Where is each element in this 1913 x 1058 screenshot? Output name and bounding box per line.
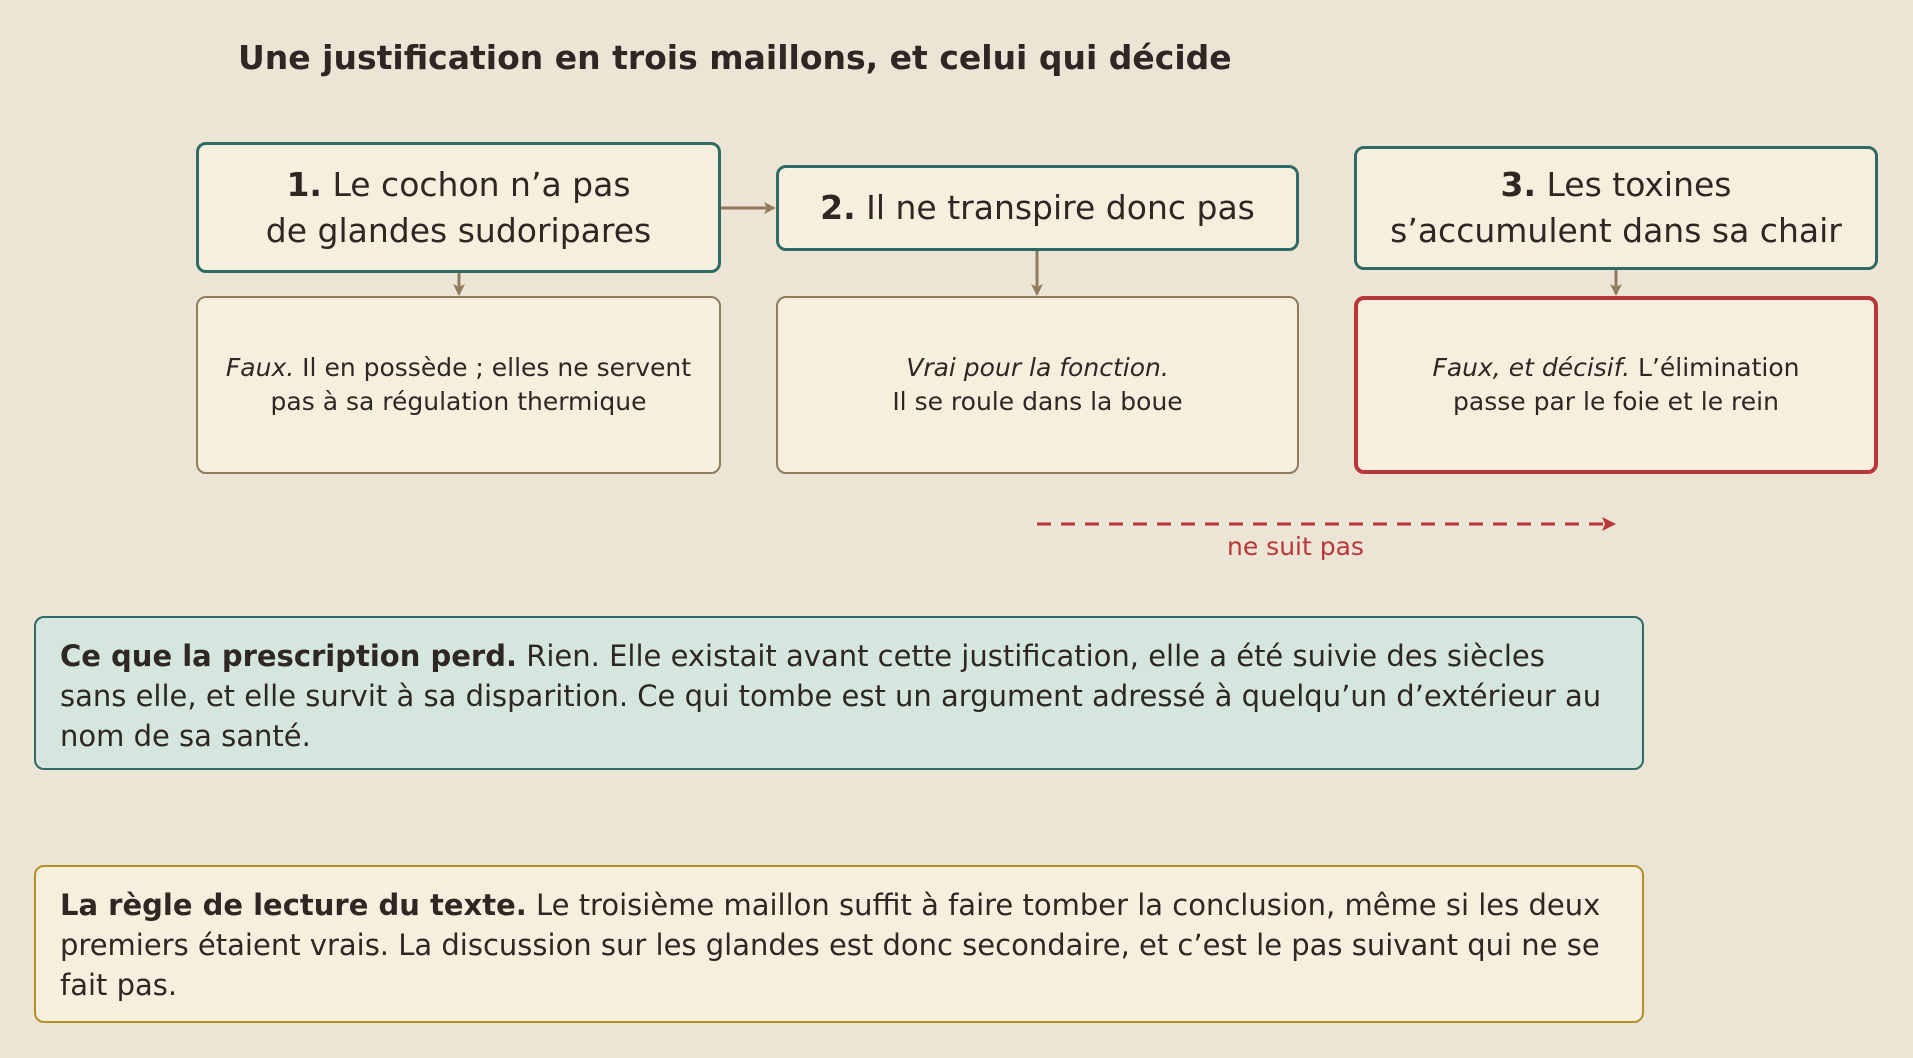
link-text-line: Le cochon n’a pas [332, 164, 631, 204]
link-text-line: Les toxines [1546, 165, 1732, 204]
link-number: 2. [820, 188, 856, 227]
non-sequitur-label: ne suit pas [1227, 532, 1364, 561]
link-box-1 [196, 142, 721, 273]
note-lead: La règle de lecture du texte. [60, 888, 527, 922]
verdict-lead: Vrai pour la fonction. [906, 353, 1169, 382]
link-box-3 [1354, 146, 1878, 270]
link-number: 1. [286, 164, 322, 204]
verdict-text: passe par le foie et le rein [1453, 387, 1779, 416]
link-text-line: s’accumulent dans sa chair [1390, 211, 1842, 250]
verdict-box-2 [776, 296, 1299, 474]
page-title: Une justification en trois maillons, et celui qui décide [238, 38, 1232, 77]
verdict-text: L’élimination [1638, 353, 1800, 382]
verdict-text: Il se roule dans la boue [892, 387, 1183, 416]
verdict-lead: Faux. [225, 353, 295, 382]
note-text: Rien. Elle existait avant cette justification, elle a été suivie des siècles sans elle, et elle survit à sa disparition. Ce qui tombe est un argument adressé à quelqu’un d’extérieur au nom de sa santé. [60, 639, 1602, 753]
reading-rule-note [34, 865, 1644, 1023]
verdict-lead: Faux, et décisif. [1432, 353, 1631, 382]
prescription-note [34, 616, 1644, 770]
link-text-line: de glandes sudoripares [265, 210, 652, 250]
link-box-2 [776, 165, 1299, 251]
note-text: Le troisième maillon suffit à faire tomber la conclusion, même si les deux premiers étaient vrais. La discussion sur les glandes est donc secondaire, et c’est le pas suivant qui ne se fait pas. [60, 888, 1601, 1002]
link-text-line: Il ne transpire donc pas [866, 188, 1255, 227]
verdict-box-1 [196, 296, 721, 474]
verdict-text: pas à sa régulation thermique [270, 387, 647, 416]
verdict-box-3-decisive [1354, 296, 1878, 474]
note-lead: Ce que la prescription perd. [60, 639, 517, 673]
verdict-text: Il en possède ; elles ne servent [302, 353, 692, 382]
link-number: 3. [1500, 165, 1536, 204]
